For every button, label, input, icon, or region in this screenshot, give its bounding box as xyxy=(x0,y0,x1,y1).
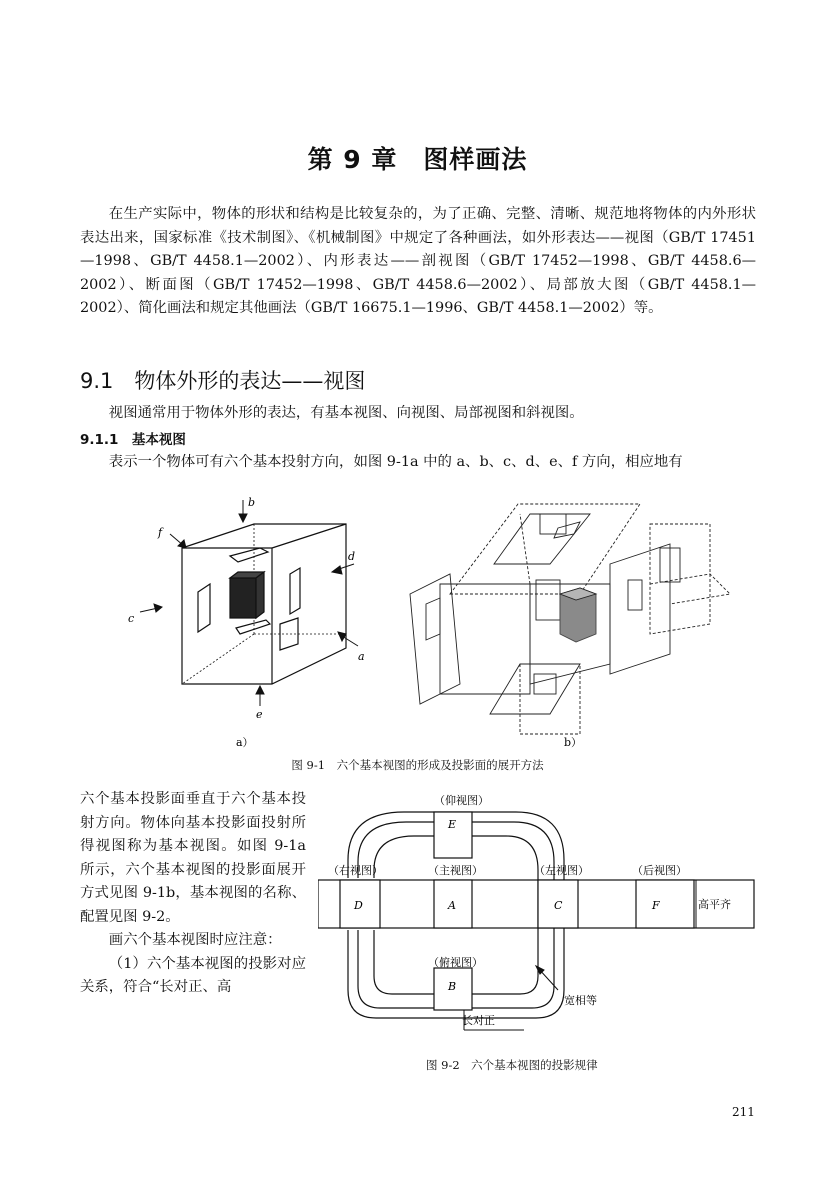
height-align-label: 高平齐 xyxy=(698,898,731,911)
figure-9-1 xyxy=(110,484,730,774)
label-bottom-view: （仰视图） xyxy=(434,794,489,807)
letter-a: A xyxy=(448,899,456,912)
direction-label-d: d xyxy=(348,550,356,563)
side-paragraph-1: 六个基本投影面垂直于六个基本投射方向。物体向基本投影面投射所得视图称为基本视图。如图 9-1a 所示，六个基本视图的投影面展开方式见图 9-1b，基本视图的名称、配置见图 9-2。 xyxy=(80,791,306,925)
figure-9-2-caption: 图 9-2 六个基本视图的投影规律 xyxy=(426,1058,598,1072)
direction-label-f: f xyxy=(158,526,163,539)
section-intro: 视图通常用于物体外形的表达，有基本视图、向视图、局部视图和斜视图。 xyxy=(108,405,584,421)
letter-b: B xyxy=(448,980,457,993)
sub-label-a: a） xyxy=(236,736,254,749)
subsection-heading: 9.1.1 基本视图 xyxy=(80,432,186,448)
subsection-text: 表示一个物体可有六个基本投射方向，如图 9-1a 中的 a、b、c、d、e、f 方向，相应地有 xyxy=(108,454,683,470)
letter-f: F xyxy=(652,899,660,912)
letter-c: C xyxy=(554,899,563,912)
label-right-view: （右视图） xyxy=(328,864,383,877)
sub-label-b: b） xyxy=(564,736,583,749)
direction-label-a: a xyxy=(358,650,365,663)
label-left-view: （左视图） xyxy=(534,864,589,877)
intro-paragraph: 在生产实际中，物体的形状和结构是比较复杂的，为了正确、完整、清晰、规范地将物体的内外形状表达出来，国家标准《技术制图》、《机械制图》中规定了各种画法，如外形表达——视图（GB/T 17451—1998、GB/T 4458.1—2002）、内形表达——剖视图（GB/T 17452—1998、GB/T 4458.6—2002）、断面图（GB/T 17452—1998、GB/T 4458.6—2002）、局部放大图（GB/T 4458.1—2002）、简化画法和规定其他画法（GB/T 16675.1—1996、GB/T 4458.1—2002）等。 xyxy=(80,206,756,316)
letter-d: D xyxy=(354,899,363,912)
width-equal-label: 宽相等 xyxy=(564,994,597,1007)
side-paragraph-2: 画六个基本视图时应注意： xyxy=(108,932,282,948)
side-text xyxy=(80,788,306,1000)
side-paragraph-3: （1）六个基本视图的投影对应关系，符合“长对正、高 xyxy=(80,955,306,995)
direction-label-b: b xyxy=(248,496,256,509)
label-rear-view: （后视图） xyxy=(632,864,687,877)
page-number: 211 xyxy=(732,1105,755,1119)
figure-9-2-views xyxy=(318,812,754,1010)
letter-e: E xyxy=(448,818,457,831)
figure-9-2 xyxy=(318,790,758,1040)
chapter-title: 第 9 章 图样画法 xyxy=(307,145,528,174)
direction-label-e: e xyxy=(256,708,263,721)
section-heading: 9.1 物体外形的表达——视图 xyxy=(80,369,366,393)
figure-9-1a-cube xyxy=(182,524,346,684)
direction-label-c: c xyxy=(128,612,135,625)
length-align-label: 长对正 xyxy=(462,1014,495,1027)
label-top-view: （俯视图） xyxy=(428,956,483,969)
figure-9-1-caption: 图 9-1 六个基本视图的形成及投影面的展开方法 xyxy=(291,758,544,772)
label-front-view: （主视图） xyxy=(428,864,483,877)
figure-9-1b-unfolding xyxy=(410,504,730,734)
